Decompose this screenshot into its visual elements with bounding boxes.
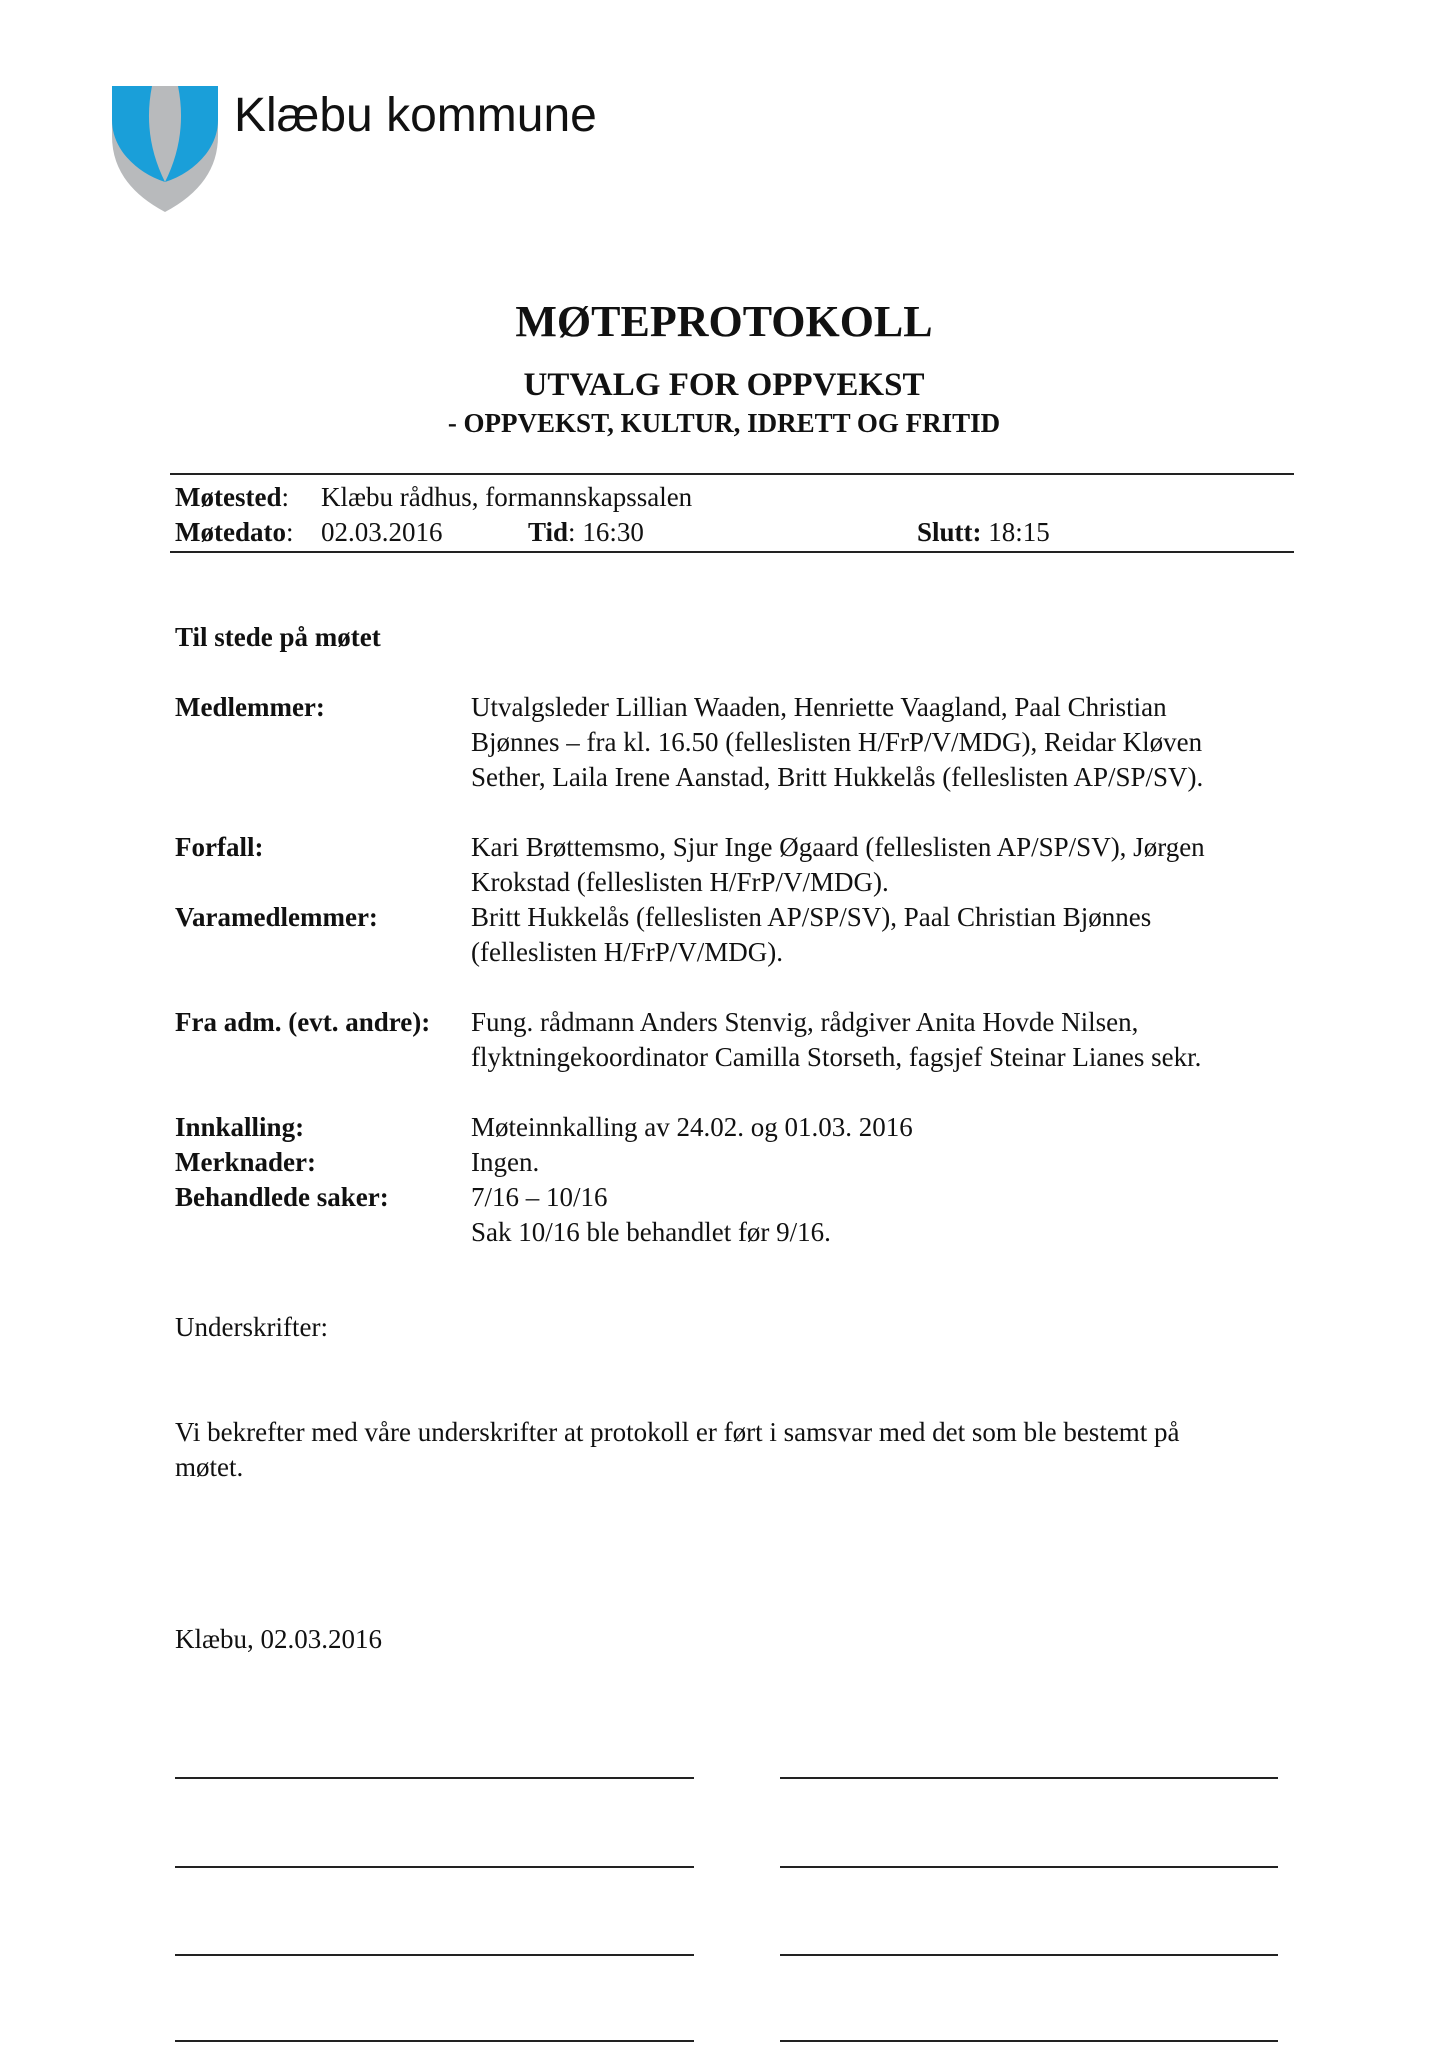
coat-of-arms-icon <box>112 86 218 212</box>
members-label: Medlemmer: <box>175 692 325 722</box>
meeting-time-label: Tid <box>528 517 569 547</box>
meeting-date-colon: : <box>285 517 294 547</box>
meeting-time-colon: : <box>568 517 576 547</box>
cases-line: 7/16 – 10/16 <box>471 1182 608 1212</box>
signature-line <box>175 2040 694 2042</box>
signatures-statement <box>175 1415 1295 1485</box>
signature-line <box>175 1777 694 1779</box>
absent-value <box>471 830 1301 900</box>
attendance-heading: Til stede på møtet <box>175 622 381 652</box>
cases-label: Behandlede saker: <box>175 1182 389 1212</box>
meeting-end-label: Slutt: <box>917 517 982 547</box>
admin-label: Fra adm. (evt. andre): <box>175 1007 431 1037</box>
deputies-label: Varamedlemmer: <box>175 902 378 932</box>
summons-value: Møteinnkalling av 24.02. og 01.03. 2016 <box>471 1112 913 1142</box>
members-value <box>471 690 1301 795</box>
meeting-place-row <box>175 480 693 515</box>
members-line: Sether, Laila Irene Aanstad, Britt Hukkelås (felleslisten AP/SP/SV). <box>471 762 1204 792</box>
place-date: Klæbu, 02.03.2016 <box>175 1624 383 1654</box>
meeting-place-value: Klæbu rådhus, formannskapssalen <box>321 482 693 512</box>
cases-value <box>471 1180 1301 1250</box>
deputies-line: (felleslisten H/FrP/V/MDG). <box>471 937 783 967</box>
statement-line: møtet. <box>175 1452 244 1482</box>
meeting-date-value: 02.03.2016 <box>321 517 443 547</box>
admin-line: Fung. rådmann Anders Stenvig, rådgiver Anita Hovde Nilsen, <box>471 1007 1139 1037</box>
meeting-date-row <box>175 515 1275 550</box>
admin-line: flyktningekoordinator Camilla Storseth, fagsjef Steinar Lianes sekr. <box>471 1042 1202 1072</box>
meeting-date-label: Møtedato <box>175 517 286 547</box>
absent-line: Krokstad (felleslisten H/FrP/V/MDG). <box>471 867 889 897</box>
divider-bottom <box>170 551 1294 553</box>
deputies-line: Britt Hukkelås (felleslisten AP/SP/SV), Paal Christian Bjønnes <box>471 902 1152 932</box>
signature-line <box>175 1866 694 1868</box>
members-line: Utvalgsleder Lillian Waaden, Henriette Vaagland, Paal Christian <box>471 692 1167 722</box>
admin-value <box>471 1005 1301 1075</box>
document-title: MØTEPROTOKOLL <box>515 297 933 346</box>
absent-label: Forfall: <box>175 832 264 862</box>
deputies-value <box>471 900 1301 970</box>
document-subsubtitle: - OPPVEKST, KULTUR, IDRETT OG FRITID <box>447 408 1001 438</box>
signatures-heading: Underskrifter: <box>175 1312 328 1342</box>
remarks-label: Merknader: <box>175 1147 316 1177</box>
divider-top <box>170 473 1294 475</box>
remarks-value: Ingen. <box>471 1147 540 1177</box>
cases-line: Sak 10/16 ble behandlet før 9/16. <box>471 1217 831 1247</box>
document-subtitle: UTVALG FOR OPPVEKST <box>523 367 925 403</box>
absent-line: Kari Brøttemsmo, Sjur Inge Øgaard (felleslisten AP/SP/SV), Jørgen <box>471 832 1205 862</box>
members-line: Bjønnes – fra kl. 16.50 (felleslisten H/FrP/V/MDG), Reidar Kløven <box>471 727 1203 757</box>
summons-label: Innkalling: <box>175 1112 305 1142</box>
signature-line <box>780 2040 1278 2042</box>
statement-line: Vi bekrefter med våre underskrifter at protokoll er ført i samsvar med det som ble bestemt på <box>175 1417 1180 1447</box>
meeting-place-label: Møtested <box>175 482 282 512</box>
organization-name: Klæbu kommune <box>234 89 597 142</box>
meeting-time-value: 16:30 <box>582 517 644 547</box>
meeting-place-colon: : <box>281 482 289 512</box>
signature-line <box>780 1866 1278 1868</box>
meeting-end-value: 18:15 <box>988 517 1050 547</box>
signature-line <box>780 1777 1278 1779</box>
signature-line <box>780 1954 1278 1956</box>
signature-line <box>175 1954 694 1956</box>
